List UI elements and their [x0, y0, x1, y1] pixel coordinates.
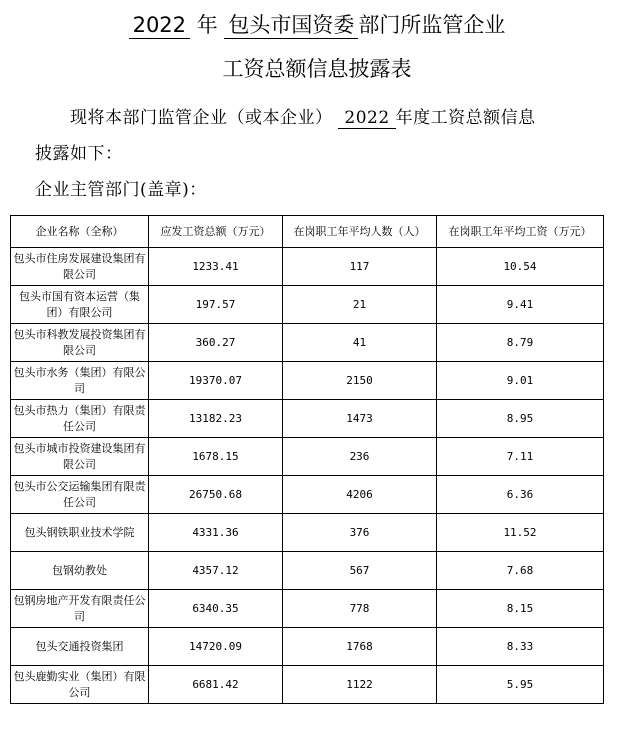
table-row: [11, 362, 604, 400]
cell-count: 376: [283, 514, 437, 552]
cell-count: 1122: [283, 666, 437, 704]
table-row: [11, 590, 604, 628]
cell-name: 包头鹿勤实业（集团）有限公司: [11, 666, 149, 704]
cell-avg: 8.33: [437, 628, 604, 666]
page-title: [0, 10, 634, 40]
cell-name: 包头交通投资集团: [11, 628, 149, 666]
cell-total: 26750.68: [149, 476, 283, 514]
table-row: [11, 628, 604, 666]
cell-count: 4206: [283, 476, 437, 514]
table-row: [11, 438, 604, 476]
cell-avg: 9.41: [437, 286, 604, 324]
title-year-suffix: 年: [196, 13, 218, 37]
cell-avg: 9.01: [437, 362, 604, 400]
intro-year: 2022: [338, 108, 395, 129]
col-header-avg: 在岗职工年平均工资（万元）: [437, 216, 604, 248]
table-row: [11, 552, 604, 590]
cell-avg: 6.36: [437, 476, 604, 514]
cell-name: 包头市水务（集团）有限公司: [11, 362, 149, 400]
table-row: [11, 476, 604, 514]
cell-avg: 5.95: [437, 666, 604, 704]
intro-line-2: 披露如下：: [35, 144, 123, 164]
table-header-row: [11, 216, 604, 248]
cell-name: 包头钢铁职业技术学院: [11, 514, 149, 552]
cell-count: 236: [283, 438, 437, 476]
title-department: 包头市国资委: [224, 12, 358, 39]
table-row: [11, 286, 604, 324]
intro-line-1: [70, 105, 536, 131]
cell-total: 1233.41: [149, 248, 283, 286]
table-row: [11, 514, 604, 552]
cell-name: 包头市住房发展建设集团有限公司: [11, 248, 149, 286]
cell-avg: 7.68: [437, 552, 604, 590]
cell-name: 包头市城市投资建设集团有限公司: [11, 438, 149, 476]
col-header-count: 在岗职工年平均人数（人）: [283, 216, 437, 248]
cell-name: 包头市科教发展投资集团有限公司: [11, 324, 149, 362]
cell-total: 19370.07: [149, 362, 283, 400]
cell-count: 567: [283, 552, 437, 590]
cell-count: 778: [283, 590, 437, 628]
cell-total: 4331.36: [149, 514, 283, 552]
cell-name: 包头市国有资本运营（集团）有限公司: [11, 286, 149, 324]
title-rest: 部门所监管企业: [358, 13, 506, 37]
title-year: 2022: [129, 12, 190, 39]
cell-total: 6340.35: [149, 590, 283, 628]
intro-suffix: 年度工资总额信息: [395, 108, 536, 128]
cell-name: 包头市公交运输集团有限责任公司: [11, 476, 149, 514]
table-row: [11, 666, 604, 704]
cell-count: 2150: [283, 362, 437, 400]
cell-name: 包头市热力（集团）有限责任公司: [11, 400, 149, 438]
cell-total: 4357.12: [149, 552, 283, 590]
cell-avg: 7.11: [437, 438, 604, 476]
cell-name: 包钢幼教处: [11, 552, 149, 590]
cell-total: 13182.23: [149, 400, 283, 438]
cell-avg: 8.95: [437, 400, 604, 438]
page-subtitle: 工资总额信息披露表: [222, 57, 412, 81]
cell-avg: 8.79: [437, 324, 604, 362]
col-header-name: 企业名称（全称）: [11, 216, 149, 248]
table-row: [11, 400, 604, 438]
cell-count: 1768: [283, 628, 437, 666]
intro-prefix: 现将本部门监管企业（或本企业）: [70, 108, 333, 128]
cell-avg: 8.15: [437, 590, 604, 628]
cell-count: 41: [283, 324, 437, 362]
cell-count: 117: [283, 248, 437, 286]
cell-total: 360.27: [149, 324, 283, 362]
cell-name: 包钢房地产开发有限责任公司: [11, 590, 149, 628]
col-header-total: 应发工资总额（万元）: [149, 216, 283, 248]
cell-avg: 11.52: [437, 514, 604, 552]
table-row: [11, 324, 604, 362]
cell-total: 1678.15: [149, 438, 283, 476]
table-row: [11, 248, 604, 286]
cell-total: 6681.42: [149, 666, 283, 704]
cell-count: 1473: [283, 400, 437, 438]
cell-count: 21: [283, 286, 437, 324]
cell-total: 14720.09: [149, 628, 283, 666]
wage-disclosure-table: [10, 215, 604, 704]
supervisor-seal-line: 企业主管部门(盖章)：: [35, 180, 207, 200]
cell-total: 197.57: [149, 286, 283, 324]
cell-avg: 10.54: [437, 248, 604, 286]
